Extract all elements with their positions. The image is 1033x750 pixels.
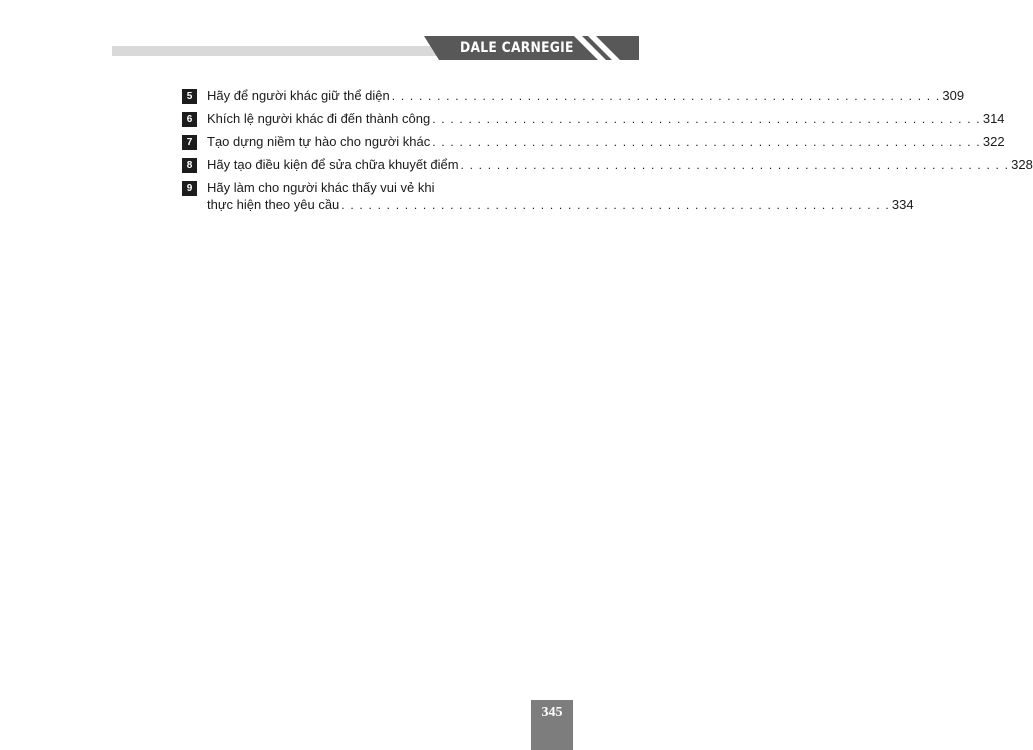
page-number: 345	[541, 705, 563, 720]
toc-entry-body	[207, 134, 1005, 151]
dot-leader	[432, 111, 981, 128]
table-of-contents	[182, 88, 1033, 220]
toc-entry-body	[207, 157, 1033, 174]
toc-entry-body	[207, 88, 964, 105]
toc-entry-body	[207, 180, 914, 213]
chapter-page-number: 334	[891, 196, 914, 212]
chapter-number-badge: 5	[182, 89, 197, 104]
toc-entry-body	[207, 111, 1005, 128]
chapter-number-badge: 8	[182, 158, 197, 173]
toc-entry	[182, 180, 914, 213]
toc-entry	[182, 111, 1005, 128]
chapter-title: Hãy tạo điều kiện để sửa chữa khuyết điểm	[207, 157, 459, 172]
chapter-title-continued: thực hiện theo yêu cầu	[207, 196, 340, 212]
chapter-number-badge: 7	[182, 135, 197, 150]
chapter-page-number: 322	[982, 134, 1005, 149]
running-header-title: DALE CARNEGIE	[460, 40, 574, 56]
toc-entry-line	[207, 88, 964, 105]
dot-leader	[341, 197, 890, 214]
toc-entry	[182, 157, 1033, 174]
toc-entry	[182, 134, 1005, 151]
chapter-title: Tạo dựng niềm tự hào cho người khác	[207, 134, 431, 149]
chapter-number-badge: 6	[182, 112, 197, 127]
toc-entry-line	[207, 134, 1005, 151]
dot-leader	[432, 134, 981, 151]
chapter-title: Khích lệ người khác đi đến thành công	[207, 111, 431, 126]
chapter-page-number: 328	[1011, 157, 1033, 172]
chapter-number-badge: 9	[182, 181, 197, 196]
toc-entry	[182, 88, 965, 105]
toc-entry-line	[207, 111, 1005, 128]
chapter-title: Hãy để người khác giữ thể diện	[207, 88, 390, 103]
header-rule	[112, 46, 442, 56]
toc-entry-line	[207, 157, 1033, 174]
dot-leader	[461, 157, 1010, 174]
chapter-title: Hãy làm cho người khác thấy vui vẻ khi	[207, 180, 435, 195]
dot-leader	[392, 88, 941, 105]
chapter-page-number: 314	[982, 111, 1005, 126]
toc-entry-line	[207, 180, 914, 197]
toc-entry-line	[207, 197, 914, 214]
chapter-page-number: 309	[942, 88, 965, 103]
